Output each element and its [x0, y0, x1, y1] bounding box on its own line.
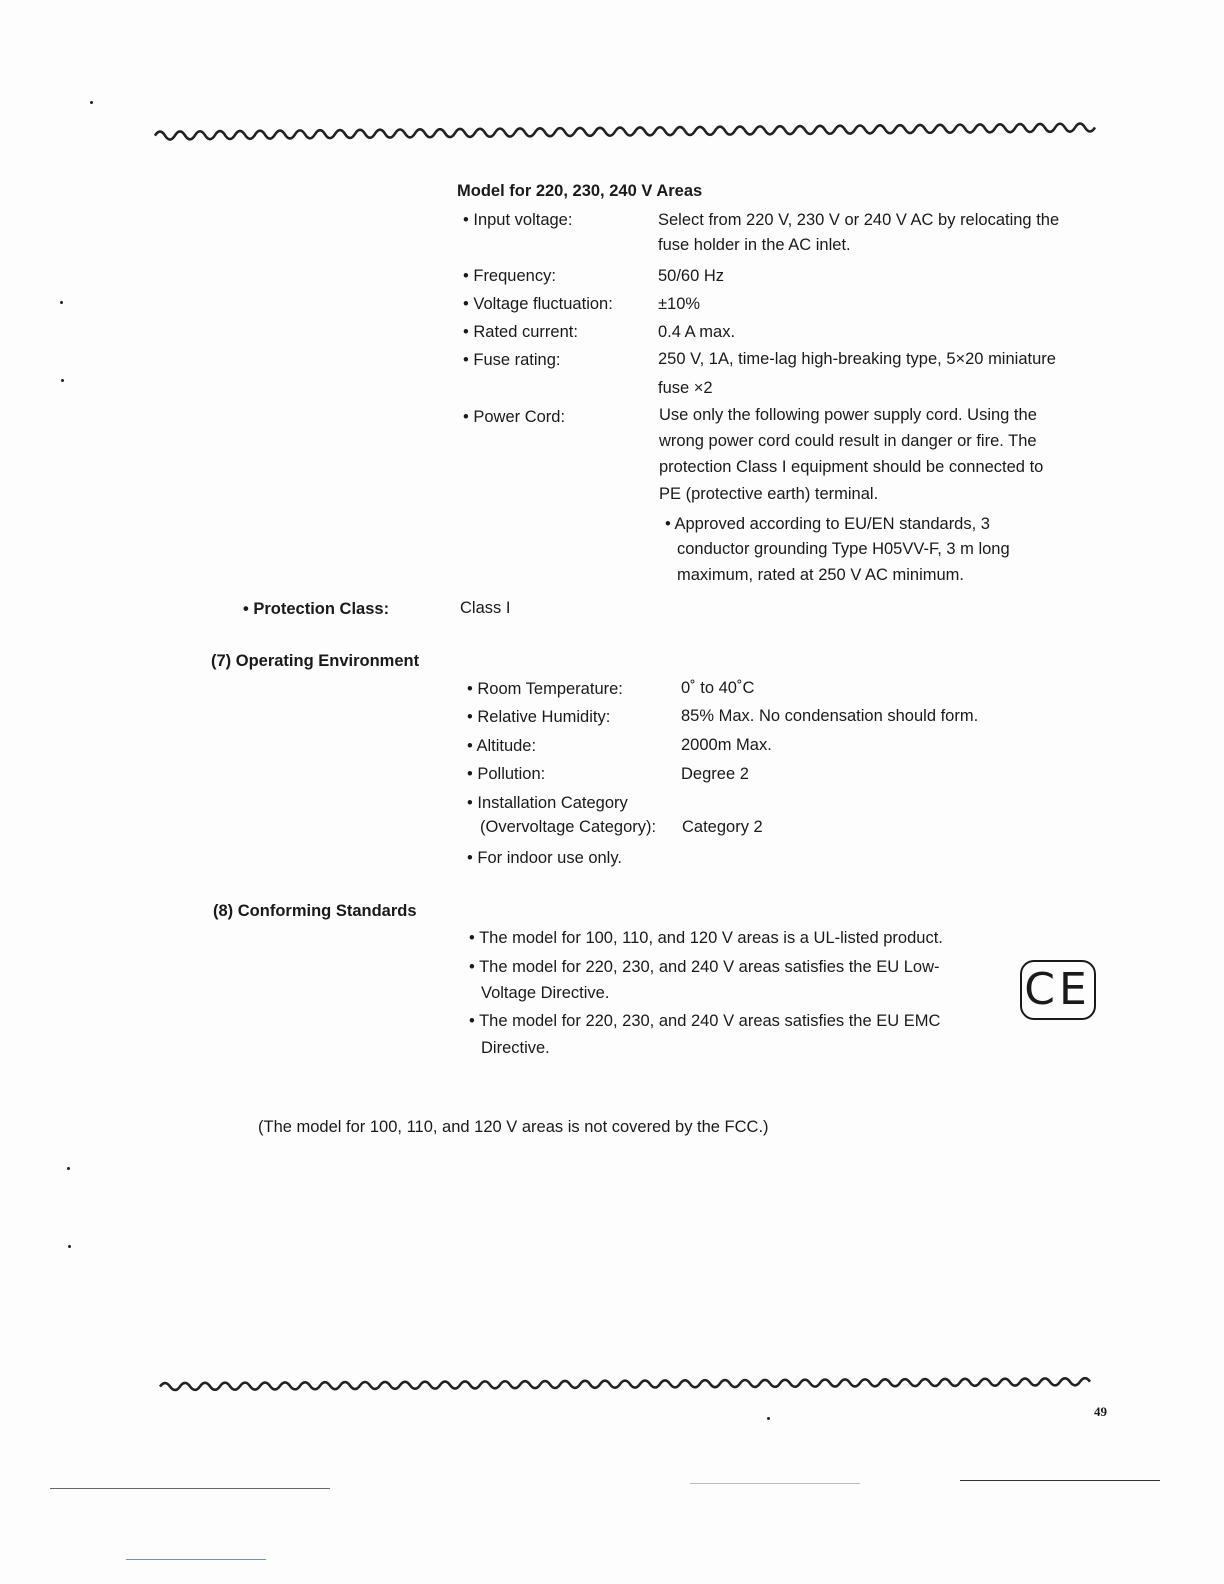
env-value-room-temperature: 0˚ to 40˚C [681, 679, 755, 697]
scan-speck [68, 1245, 71, 1248]
scan-speck [90, 101, 93, 104]
scan-speck [61, 379, 64, 382]
scan-rule-right [960, 1480, 1160, 1481]
scan-speck [767, 1417, 770, 1420]
bottom-wavy-border [0, 1360, 1224, 1400]
env-value-altitude: 2000m Max. [681, 736, 772, 754]
spec-label-rated-current: • Rated current: [463, 323, 578, 341]
env-indoor-note: • For indoor use only. [467, 849, 622, 867]
top-wavy-border [0, 0, 1224, 160]
ce-mark-icon [1020, 960, 1096, 1020]
spec-label-voltage-fluctuation: • Voltage fluctuation: [463, 295, 613, 313]
standard-line-4: • The model for 220, 230, and 240 V areas satisfies the EU EMC [469, 1012, 941, 1030]
scan-speck [67, 1167, 70, 1170]
approved-line-3: maximum, rated at 250 V AC minimum. [677, 566, 965, 584]
approved-line-1: • Approved according to EU/EN standards, 3 [665, 515, 990, 533]
env-value-pollution: Degree 2 [681, 765, 749, 783]
protection-class-label: • Protection Class: [243, 600, 390, 618]
spec-value-frequency: 50/60 Hz [658, 267, 725, 285]
spec-value-fuse-rating: 250 V, 1A, time-lag high-breaking type, 5×20 miniature [658, 350, 1056, 368]
operating-environment-heading: (7) Operating Environment [211, 652, 420, 670]
standard-line-2: • The model for 220, 230, and 240 V areas satisfies the EU Low- [469, 958, 940, 976]
spec-value-power-cord-4: PE (protective earth) terminal. [659, 485, 879, 503]
scan-rule-mid [690, 1483, 860, 1484]
standard-line-5: Directive. [481, 1039, 550, 1057]
spec-label-frequency: • Frequency: [463, 267, 556, 285]
protection-class-value: Class I [460, 599, 511, 617]
model-heading: Model for 220, 230, 240 V Areas [457, 182, 703, 200]
env-label-pollution: • Pollution: [467, 765, 546, 783]
scan-rule-left [50, 1488, 330, 1489]
scan-rule-blue [126, 1559, 266, 1560]
spec-value-rated-current: 0.4 A max. [658, 323, 736, 341]
env-label-altitude: • Altitude: [467, 737, 537, 755]
env-value-relative-humidity: 85% Max. No condensation should form. [681, 707, 979, 725]
spec-label-power-cord: • Power Cord: [463, 408, 566, 426]
spec-value-input-voltage: Select from 220 V, 230 V or 240 V AC by relocating the [658, 211, 1060, 229]
env-label-installation-1: • Installation Category [467, 794, 628, 812]
standard-line-1: • The model for 100, 110, and 120 V areas is a UL-listed product. [469, 929, 943, 947]
spec-value-power-cord-3: protection Class I equipment should be connected to [659, 458, 1044, 476]
spec-value-fuse-rating-2: fuse ×2 [658, 379, 713, 397]
conforming-standards-heading: (8) Conforming Standards [213, 902, 417, 920]
standard-line-3: Voltage Directive. [481, 984, 610, 1002]
spec-label-input-voltage: • Input voltage: [463, 211, 573, 229]
spec-value-voltage-fluctuation: ±10% [658, 295, 701, 313]
env-label-room-temperature: • Room Temperature: [467, 680, 623, 698]
scan-speck [60, 301, 63, 304]
approved-line-2: conductor grounding Type H05VV-F, 3 m long [677, 540, 1010, 558]
spec-label-fuse-rating: • Fuse rating: [463, 351, 561, 369]
env-value-installation: Category 2 [682, 818, 763, 836]
ce-mark-text: CE [1024, 964, 1091, 1015]
spec-value-power-cord-2: wrong power cord could result in danger or fire. The [659, 432, 1037, 450]
fcc-note: (The model for 100, 110, and 120 V areas is not covered by the FCC.) [258, 1118, 769, 1136]
spec-value-input-voltage-2: fuse holder in the AC inlet. [658, 236, 851, 254]
env-label-installation-2: (Overvoltage Category): [480, 818, 657, 836]
page-number: 49 [1094, 1404, 1107, 1419]
spec-value-power-cord-1: Use only the following power supply cord. Using the [659, 406, 1037, 424]
env-label-relative-humidity: • Relative Humidity: [467, 708, 611, 726]
